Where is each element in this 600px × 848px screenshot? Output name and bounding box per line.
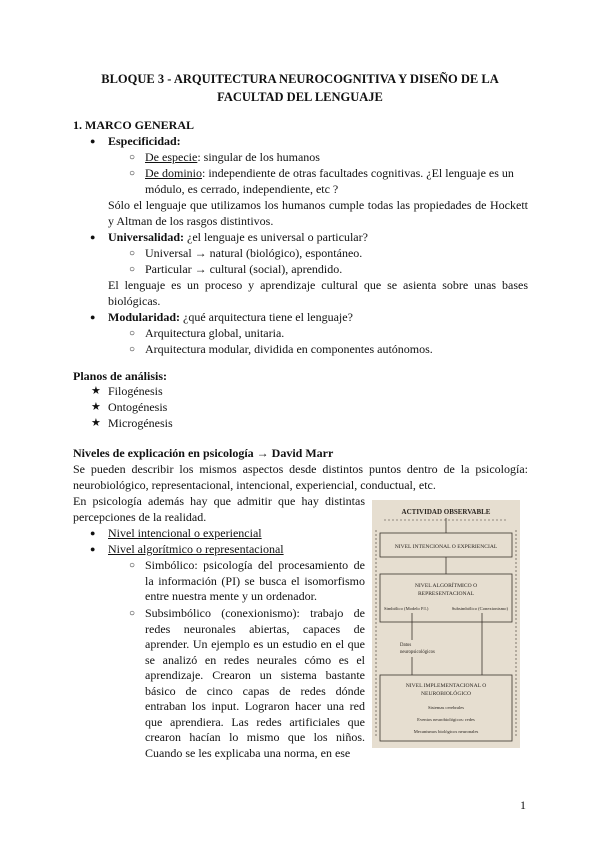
diagram-datos-label-2: neuropsicológicos [400, 650, 435, 655]
star-bullet-icon: ★ [91, 401, 101, 413]
especificidad-line [108, 134, 181, 149]
diagram-box-implementacional-label-1: NIVEL IMPLEMENTACIONAL O [405, 683, 487, 689]
planos-heading: Planos de análisis: [73, 369, 168, 383]
section-heading-marco-general: 1. MARCO GENERAL [73, 118, 195, 132]
universalidad-label: Universalidad: [108, 230, 185, 244]
bullet-dot: ● [90, 528, 96, 538]
dominio-term: De dominio [145, 166, 202, 180]
modularidad-line [108, 310, 353, 325]
star-bullet-icon: ★ [91, 385, 101, 397]
sub-bullet-circle: ○ [129, 608, 136, 619]
marr-levels-diagram [372, 500, 520, 748]
diagram-box-algoritmico-label-1: NIVEL ALGORÍTMICO O [414, 583, 478, 589]
modularidad-question: ¿qué arquitectura tiene el lenguaje? [180, 310, 353, 324]
document-title-line-2: FACULTAD DEL LENGUAJE [217, 90, 383, 104]
sub-bullet-circle: ○ [129, 328, 136, 339]
diagram-subsimbolico-label: Subsimbólico (Conexionismo) [451, 606, 508, 611]
bullet-dot: ● [90, 544, 96, 554]
especie-term: De especie [145, 150, 198, 164]
niveles-perception-text: En psicología además hay que admitir que hay distintas percepciones de la realidad. [73, 494, 365, 524]
dominio-line [145, 166, 514, 181]
modularidad-label: Modularidad: [108, 310, 181, 324]
page-number: 1 [520, 798, 526, 812]
document-title-line-1: BLOQUE 3 - ARQUITECTURA NEUROCOGNITIVA Y DISEÑO DE LA [101, 72, 499, 86]
bullet-dot: ● [90, 232, 96, 242]
sub-bullet-circle: ○ [129, 248, 136, 259]
planos-item: Ontogénesis [108, 400, 168, 414]
universalidad-line [108, 230, 368, 245]
niveles-intro: Se pueden describir los mismos aspectos desde distintos puntos dentro de la psicología: neurobiológico, representacional, intencional, experiencial, conductual, etc. [73, 462, 528, 492]
dominio-text-continued: módulo, es cerrado, independiente, etc ? [145, 182, 339, 196]
diagram-sistemas-label: Sistemas cerebrales [427, 705, 465, 710]
diagram-mecanismos-label: Mecanismos biológicos neuronales [413, 729, 479, 734]
star-bullet-icon: ★ [91, 417, 101, 429]
sub-bullet-circle: ○ [129, 152, 136, 163]
bullet-dot: ● [90, 312, 96, 322]
especificidad-label: Especificidad: [108, 134, 181, 148]
diagram-eventos-label: Eventos neurobiológicos: redes [417, 717, 475, 722]
universalidad-note: El lenguaje es un proceso y aprendizaje cultural que se asienta sobre unas bases biológicas. [108, 278, 528, 308]
diagram-datos-label-1: Datos [400, 643, 412, 648]
diagram-top-label: ACTIVIDAD OBSERVABLE [401, 508, 491, 516]
diagram-background [372, 500, 520, 748]
simbolico-text: Simbólico: psicología del procesamiento de la información (PI) se busca el isomorfismo entre nuestra mente y un ordenador. [145, 558, 365, 603]
planos-item: Filogénesis [108, 384, 163, 398]
nivel-intencional-item: Nivel intencional o experiencial [108, 526, 262, 540]
diagram-box-implementacional-label-2: NEUROBIOLÓGICO [420, 691, 472, 697]
especie-line [145, 150, 320, 165]
dominio-text: : independiente de otras facultades cognitivas. ¿El lenguaje es un [202, 166, 514, 180]
planos-item: Microgénesis [108, 416, 173, 430]
global-item: Arquitectura global, unitaria. [145, 326, 285, 340]
especificidad-note: Sólo el lenguaje que utilizamos los humanos cumple todas las propiedades de Hockett y Altman de los rasgos distintivos. [108, 198, 528, 228]
sub-bullet-circle: ○ [129, 264, 136, 275]
especie-text: : singular de los humanos [197, 150, 320, 164]
sub-bullet-circle: ○ [129, 560, 136, 571]
universal-item: Universal → natural (biológico), espontáneo. [145, 246, 363, 260]
diagram-box-intencional-label: NIVEL INTENCIONAL O EXPERIENCIAL [394, 544, 498, 550]
modular-item: Arquitectura modular, dividida en componentes autónomos. [145, 342, 433, 356]
subsimbolico-text: Subsimbólico (conexionismo): trabajo de redes neuronales abiertas, capaces de aprender. Un ejemplo es un estudio en el que se analizó en redes neurales cómo es el aprendizaje. Crearon un sistema bastante básico de cinco capas de redes dónde entraban los input. Lograron hacer una red que aprendiera. Las redes artificiales que crearon hacían lo mismo que los niños. Cuando se les explicaba una norma, en ese [145, 606, 365, 760]
particular-item: Particular → cultural (social), aprendido. [145, 262, 343, 276]
universalidad-question: ¿el lenguaje es universal o particular? [184, 230, 368, 244]
bullet-dot: ● [90, 136, 96, 146]
niveles-heading: Niveles de explicación en psicología → David Marr [73, 446, 334, 460]
diagram-simbolico-label: Simbólico (Modelo P.I.) [384, 606, 429, 611]
sub-bullet-circle: ○ [129, 344, 136, 355]
sub-bullet-circle: ○ [129, 168, 136, 179]
nivel-algoritmico-item: Nivel algorítmico o representacional [108, 542, 284, 556]
diagram-box-algoritmico-label-2: REPRESENTACIONAL [417, 591, 475, 597]
marr-levels-diagram-svg [372, 500, 520, 748]
